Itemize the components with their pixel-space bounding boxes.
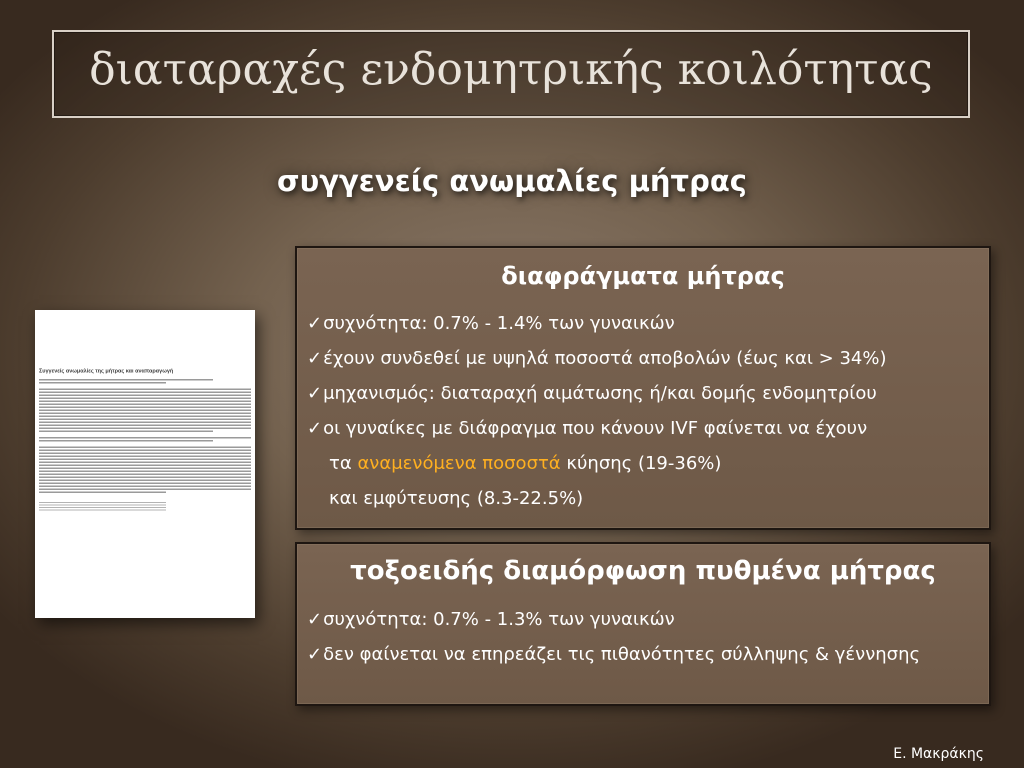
bullet-frequency: [307, 306, 983, 341]
bullet-ivf-continued: [307, 446, 983, 481]
paper-abstract-lines: [35, 389, 255, 494]
bullet-text: και εμφύτευσης (8.3-22.5%): [329, 488, 584, 509]
bullet-ivf-implantation: [307, 481, 983, 516]
bullet-text: συχνότητα: 0.7% - 1.3% των γυναικών: [323, 609, 675, 630]
checkmark-icon: ✓: [307, 418, 323, 439]
checkmark-icon: ✓: [307, 348, 323, 369]
title-frame: [52, 30, 970, 118]
bullet-text: μηχανισμός: διαταραχή αιμάτωσης ή/και δομής ενδομητρίου: [323, 383, 877, 404]
bullet-text: συχνότητα: 0.7% - 1.4% των γυναικών: [323, 313, 675, 334]
highlighted-text: αναμενόμενα ποσοστά: [357, 453, 561, 474]
bullet-text: δεν φαίνεται να επηρεάζει τις πιθανότητες σύλληψης & γέννησης: [323, 644, 921, 665]
paper-page: [35, 310, 255, 512]
bullet-text: οι γυναίκες με διάφραγμα που κάνουν IVF φαίνεται να έχουν: [323, 418, 868, 439]
paper-footer-lines: [35, 502, 255, 511]
slide-subtitle: συγγενείς ανωμαλίες μήτρας: [277, 164, 747, 198]
bullet-fertility: [307, 637, 983, 672]
checkmark-icon: ✓: [307, 644, 323, 665]
bullet-text: έχουν συνδεθεί με υψηλά ποσοστά αποβολών (έως και > 34%): [323, 348, 887, 369]
arcuate-bullets: [307, 602, 983, 672]
checkmark-icon: ✓: [307, 609, 323, 630]
arcuate-panel: [295, 542, 991, 706]
bullet-text: τα: [329, 453, 358, 474]
bullet-miscarriage: [307, 341, 983, 376]
checkmark-icon: ✓: [307, 383, 323, 404]
paper-thumbnail: [35, 310, 255, 618]
bullet-mechanism: [307, 376, 983, 411]
bullet-ivf: [307, 411, 983, 446]
paper-title: Συγγενείς ανωμαλίες της μήτρας και αναπαραγωγή: [39, 368, 174, 374]
slide-title: διαταραχές ενδομητρικής κοιλότητας: [89, 44, 933, 95]
bullet-text: κύησης (19-36%): [560, 453, 722, 474]
checkmark-icon: ✓: [307, 313, 323, 334]
paper-author-lines: [35, 379, 255, 384]
paper-header: [35, 310, 255, 363]
arcuate-heading: τοξοειδής διαμόρφωση πυθμένα μήτρας: [350, 556, 936, 586]
septum-bullets: [307, 306, 983, 516]
septum-panel: [295, 246, 991, 530]
bullet-frequency: [307, 602, 983, 637]
author-credit: Ε. Μακράκης: [893, 746, 984, 762]
septum-heading: διαφράγματα μήτρας: [501, 262, 785, 290]
